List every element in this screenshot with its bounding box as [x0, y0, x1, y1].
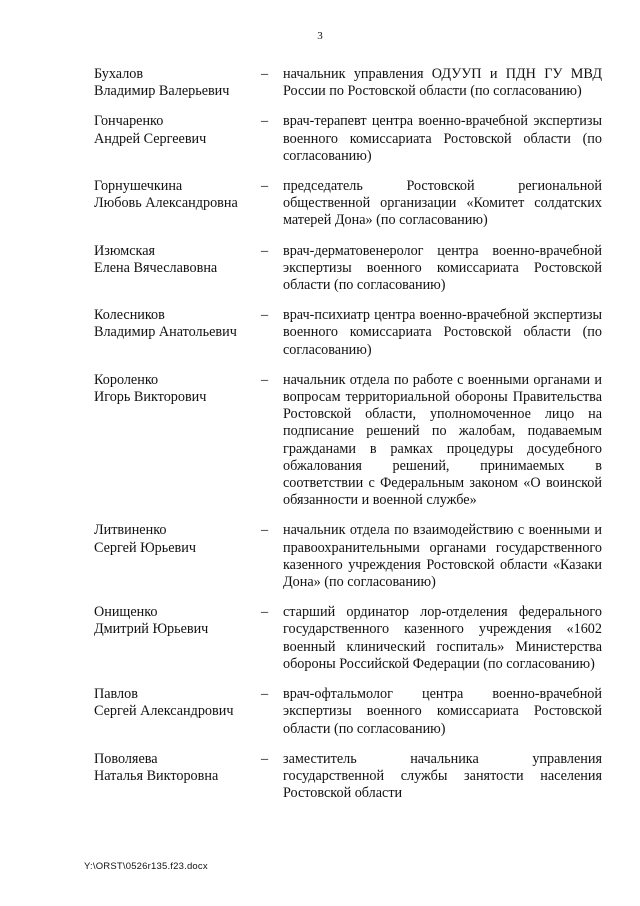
member-surname: Горнушечкина	[94, 178, 183, 195]
separator-dash: –	[261, 113, 269, 130]
member-entry	[94, 178, 602, 230]
separator-dash: –	[261, 307, 269, 324]
member-list	[94, 66, 602, 815]
separator-dash: –	[261, 178, 269, 195]
member-given-names: Сергей Александрович	[94, 703, 234, 720]
separator-dash: –	[261, 66, 269, 82]
member-name	[94, 604, 260, 638]
separator-dash: –	[261, 522, 269, 539]
member-surname: Бухалов	[94, 66, 144, 82]
member-surname: Онищенко	[94, 604, 158, 621]
member-name	[94, 113, 260, 147]
page-number: 3	[317, 30, 323, 42]
member-role: старший ординатор лор-отделения федерального государственного казенного учреждения «1602 военный клинический госпиталь» Министерства обороны Российской Федерации (по согласованию)	[283, 604, 602, 672]
member-name	[94, 686, 260, 720]
separator-dash: –	[261, 750, 269, 767]
member-given-names: Владимир Валерьевич	[94, 83, 230, 100]
member-role: председатель Ростовской региональной общественной организации «Комитет солдатских матерей Дона» (по согласованию)	[283, 178, 602, 229]
member-role: начальник управления ОДУУП и ПДН ГУ МВД России по Ростовской области (по согласованию)	[283, 66, 602, 100]
member-name	[94, 307, 260, 341]
member-given-names: Наталья Викторовна	[94, 767, 219, 784]
member-surname: Изюмская	[94, 242, 156, 259]
member-role: заместитель начальника управления государственной службы занятости населения Ростовской области	[283, 750, 602, 802]
member-entry	[94, 243, 602, 295]
member-role: врач-терапевт центра военно-врачебной экспертизы военного комиссариата Ростовской области (по согласованию)	[283, 113, 602, 164]
member-name	[94, 372, 260, 406]
member-given-names: Игорь Викторович	[94, 389, 207, 406]
member-surname: Колесников	[94, 307, 165, 324]
member-entry	[94, 66, 602, 100]
member-entry	[94, 307, 602, 359]
member-role: врач-дерматовенеролог центра военно-врачебной экспертизы военного комиссариата Ростовской области (по согласованию)	[283, 242, 602, 294]
member-given-names: Дмитрий Юрьевич	[94, 621, 209, 638]
member-surname: Короленко	[94, 371, 159, 388]
member-given-names: Владимир Анатольевич	[94, 324, 237, 341]
member-role: начальник отдела по работе с военными органами и вопросам территориальной обороны Правительства Ростовской области, уполномоченное лицо на подписание решений по жалобам, подаваемым гражданами в рамках процедуры досудебного обжалования решений, принимаемых в соответствии с Федеральным законом «О воинской обязанности и военной службе»	[283, 371, 602, 509]
member-given-names: Сергей Юрьевич	[94, 539, 196, 556]
member-entry	[94, 372, 602, 510]
member-role: врач-офтальмолог центра военно-врачебной экспертизы военного комиссариата Ростовской области (по согласованию)	[283, 686, 602, 737]
member-entry	[94, 751, 602, 803]
member-surname: Поволяева	[94, 750, 158, 767]
separator-dash: –	[261, 242, 269, 259]
separator-dash: –	[261, 686, 269, 703]
member-name	[94, 751, 260, 785]
member-entry	[94, 113, 602, 165]
member-entry	[94, 686, 602, 738]
member-given-names: Андрей Сергеевич	[94, 130, 207, 147]
separator-dash: –	[261, 371, 269, 388]
separator-dash: –	[261, 604, 269, 621]
member-surname: Литвиненко	[94, 522, 167, 539]
member-role: начальник отдела по взаимодействию с военными и правоохранительными органами государственного казенного учреждения Ростовской области «Казаки Дона» (по согласованию)	[283, 522, 602, 591]
member-name	[94, 522, 260, 556]
member-given-names: Любовь Александровна	[94, 195, 238, 212]
member-name	[94, 243, 260, 277]
member-entry	[94, 522, 602, 591]
file-path-footer: Y:\ORST\0526r135.f23.docx	[84, 861, 208, 872]
member-name	[94, 178, 260, 212]
member-given-names: Елена Вячеславовна	[94, 259, 218, 276]
member-entry	[94, 604, 602, 673]
member-surname: Павлов	[94, 686, 138, 703]
member-name	[94, 66, 260, 100]
member-role: врач-психиатр центра военно-врачебной экспертизы военного комиссариата Ростовской области (по согласованию)	[283, 307, 602, 358]
member-surname: Гончаренко	[94, 113, 164, 130]
